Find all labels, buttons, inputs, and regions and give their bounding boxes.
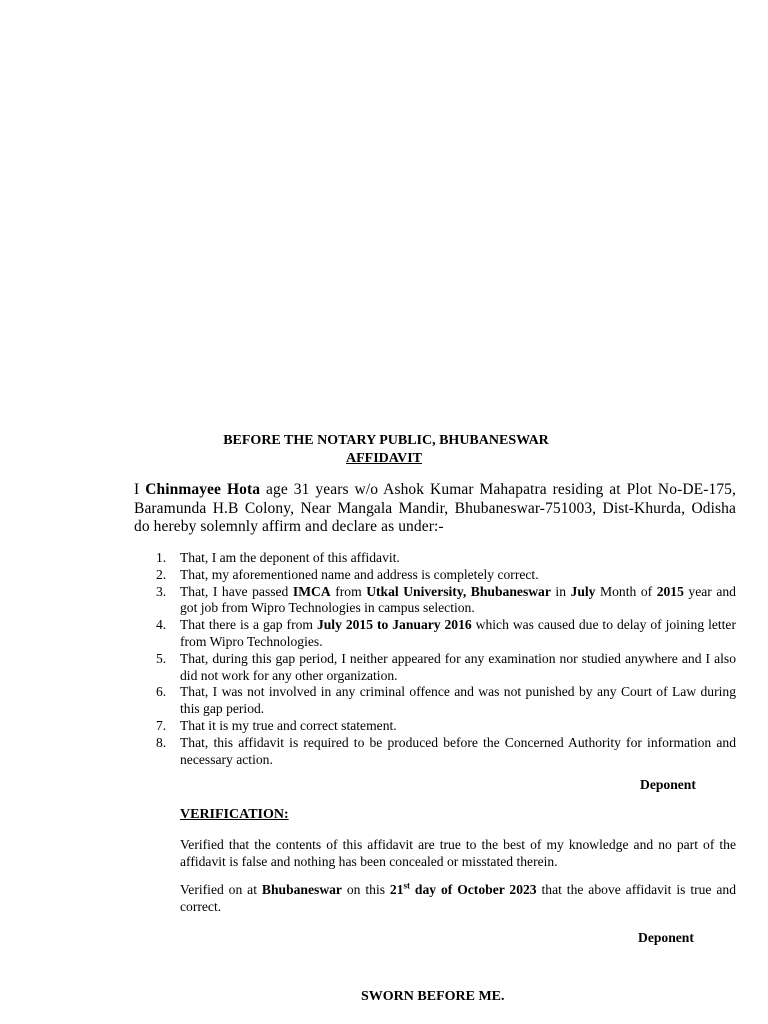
list-item-text: which was caused due to delay of joining letter from Wipro Technologies. (180, 617, 736, 649)
verification-date-paragraph (180, 882, 736, 916)
verification-place: Bhubaneswar (261, 882, 342, 897)
deponent-label: Deponent (640, 777, 696, 792)
list-item-text: That, this affidavit is required to be produced before the Concerned Authority for information and necessary action. (180, 734, 736, 767)
list-item (134, 584, 736, 618)
intro-prefix: I (134, 481, 146, 498)
verification-date (390, 882, 537, 897)
list-item-text: That, my aforementioned name and address is completely correct. (180, 566, 539, 582)
list-item-text: That there is a gap from (180, 617, 317, 633)
list-item-text: That, I am the deponent of this affidavit. (180, 550, 400, 565)
list-item-text: That, I have passed (180, 583, 293, 599)
list-item-text: That, during this gap period, I neither appeared for any examination nor studied anywhere and I also did not work for any other organization. (180, 650, 736, 683)
list-item-text: That it is my true and correct statement. (180, 717, 397, 733)
declaration-list (134, 550, 736, 768)
list-item-number: 3. (156, 583, 167, 599)
list-item-number: 5. (156, 650, 167, 666)
list-item-text: Month of (595, 583, 657, 599)
university: Utkal University, Bhubaneswar (366, 583, 551, 599)
list-item-text: That, I was not involved in any criminal offence and was not punished by any Court of Law during this gap period. (180, 684, 736, 717)
verification-paragraph: Verified that the contents of this affidavit are true to the best of my knowledge and no part of the affidavit is false and nothing has been concealed or misstated therein. (180, 837, 736, 869)
list-item (134, 567, 736, 584)
verification-day: 21 (389, 882, 404, 897)
para-text: on this (341, 882, 390, 897)
list-item-text: from (330, 583, 367, 599)
list-item-text: in (550, 583, 571, 599)
affidavit-title-wrap (0, 451, 768, 467)
list-item (134, 617, 736, 651)
affidavit-title: AFFIDAVIT (346, 451, 422, 466)
list-item (134, 718, 736, 735)
list-item-number: 2. (156, 566, 167, 582)
verification-month-year: day of October 2023 (410, 882, 537, 897)
notary-heading: BEFORE THE NOTARY PUBLIC, BHUBANESWAR (223, 433, 549, 448)
gap-period: July 2015 to January 2016 (316, 617, 472, 633)
para-text: that the above affidavit is true and correct. (180, 882, 736, 914)
list-item-text: year and got job from Wipro Technologies in campus selection. (180, 583, 736, 616)
list-item-number: 4. (156, 617, 167, 633)
list-item-number: 8. (156, 734, 167, 750)
list-item (134, 550, 736, 567)
pass-month: July (570, 583, 596, 599)
list-item (134, 651, 736, 685)
pass-year: 2015 (656, 583, 684, 599)
para-text: Verified on at (180, 882, 262, 897)
list-item (134, 735, 736, 769)
list-item-number: 7. (156, 717, 167, 733)
deponent-label: Deponent (638, 930, 694, 945)
deponent-name: Chinmayee Hota (145, 481, 261, 498)
intro-rest: age 31 years w/o Ashok Kumar Mahapatra residing at Plot No-DE-175, Baramunda H.B Colony, Near Mangala Mandir, Bhubaneswar-751003, Dist-Khurda, Odisha do hereby solemnly affirm and declare as under:- (134, 481, 736, 535)
sworn-before-me: SWORN BEFORE ME. (361, 989, 505, 1004)
intro-paragraph (134, 481, 736, 537)
day-suffix: st (403, 880, 411, 891)
qualification: IMCA (292, 583, 331, 599)
verification-title: VERIFICATION: (180, 807, 289, 822)
list-item-number: 1. (156, 550, 167, 565)
list-item (134, 684, 736, 718)
list-item-number: 6. (156, 684, 167, 700)
